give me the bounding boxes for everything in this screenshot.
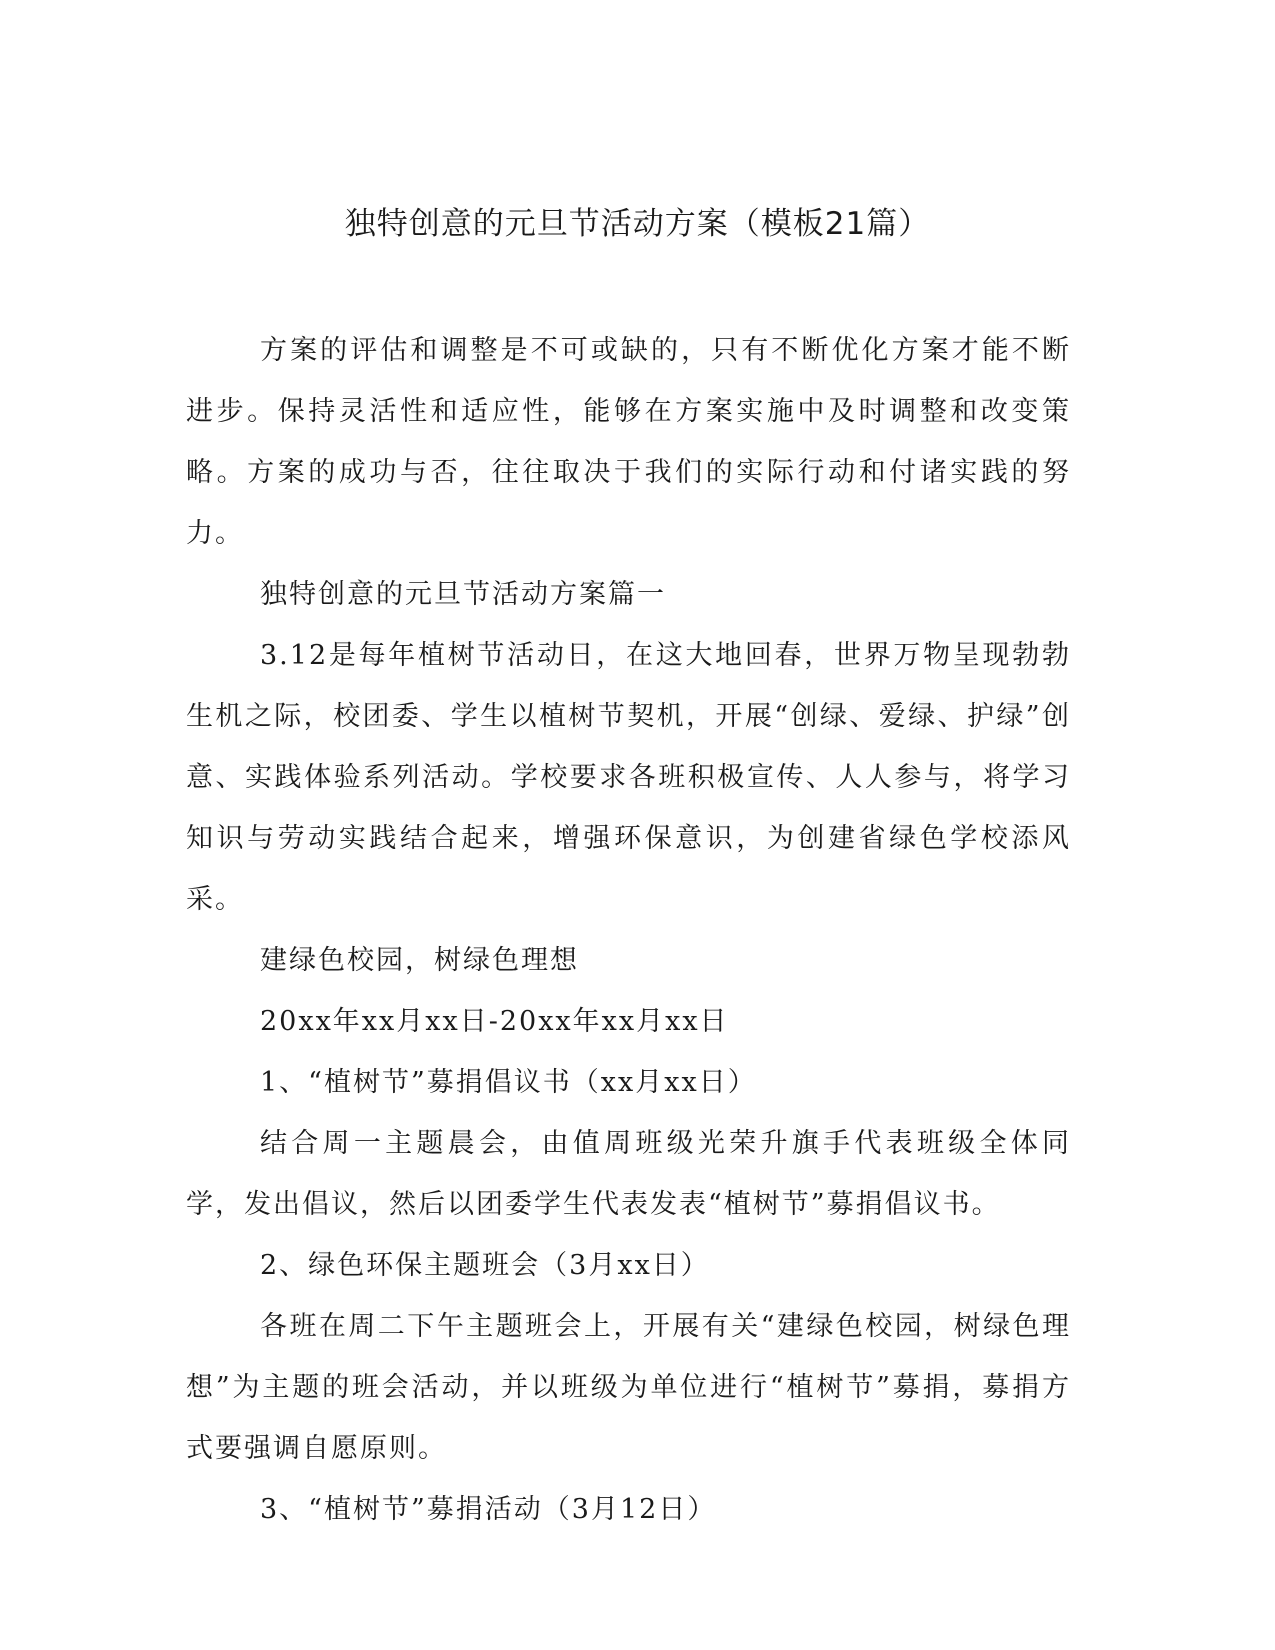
document-body [186, 320, 1071, 1540]
item-2-paragraph: 各班在周二下午主题班会上，开展有关“建绿色校园，树绿色理想”为主题的班会活动，并以班级为单位进行“植树节”募捐，募捐方式要强调自愿原则。 [186, 1311, 1071, 1464]
intro-paragraph: 方案的评估和调整是不可或缺的，只有不断优化方案才能不断进步。保持灵活性和适应性，能够在方案实施中及时调整和改变策略。方案的成功与否，往往取决于我们的实际行动和付诸实践的努力。 [186, 335, 1071, 549]
item-1-paragraph: 结合周一主题晨会，由值周班级光荣升旗手代表班级全体同学，发出倡议，然后以团委学生代表发表“植树节”募捐倡议书。 [186, 1128, 1071, 1220]
theme-line: 建绿色校园，树绿色理想 [260, 945, 579, 976]
item-3-heading: 3、“植树节”募捐活动（3月12日） [260, 1494, 717, 1525]
date-range-line: 20xx年xx月xx日-20xx年xx月xx日 [260, 1006, 729, 1037]
item-2-heading: 2、绿色环保主题班会（3月xx日） [260, 1250, 710, 1281]
document-title: 独特创意的元旦节活动方案（模板21篇） [344, 206, 931, 242]
item-1-heading: 1、“植树节”募捐倡议书（xx月xx日） [260, 1067, 757, 1098]
section-heading: 独特创意的元旦节活动方案篇一 [260, 579, 666, 610]
background-paragraph: 3.12是每年植树节活动日，在这大地回春，世界万物呈现勃勃生机之际，校团委、学生以植树节契机，开展“创绿、爱绿、护绿”创意、实践体验系列活动。学校要求各班积极宣传、人人参与，将学习知识与劳动实践结合起来，增强环保意识，为创建省绿色学校添风采。 [186, 640, 1071, 915]
